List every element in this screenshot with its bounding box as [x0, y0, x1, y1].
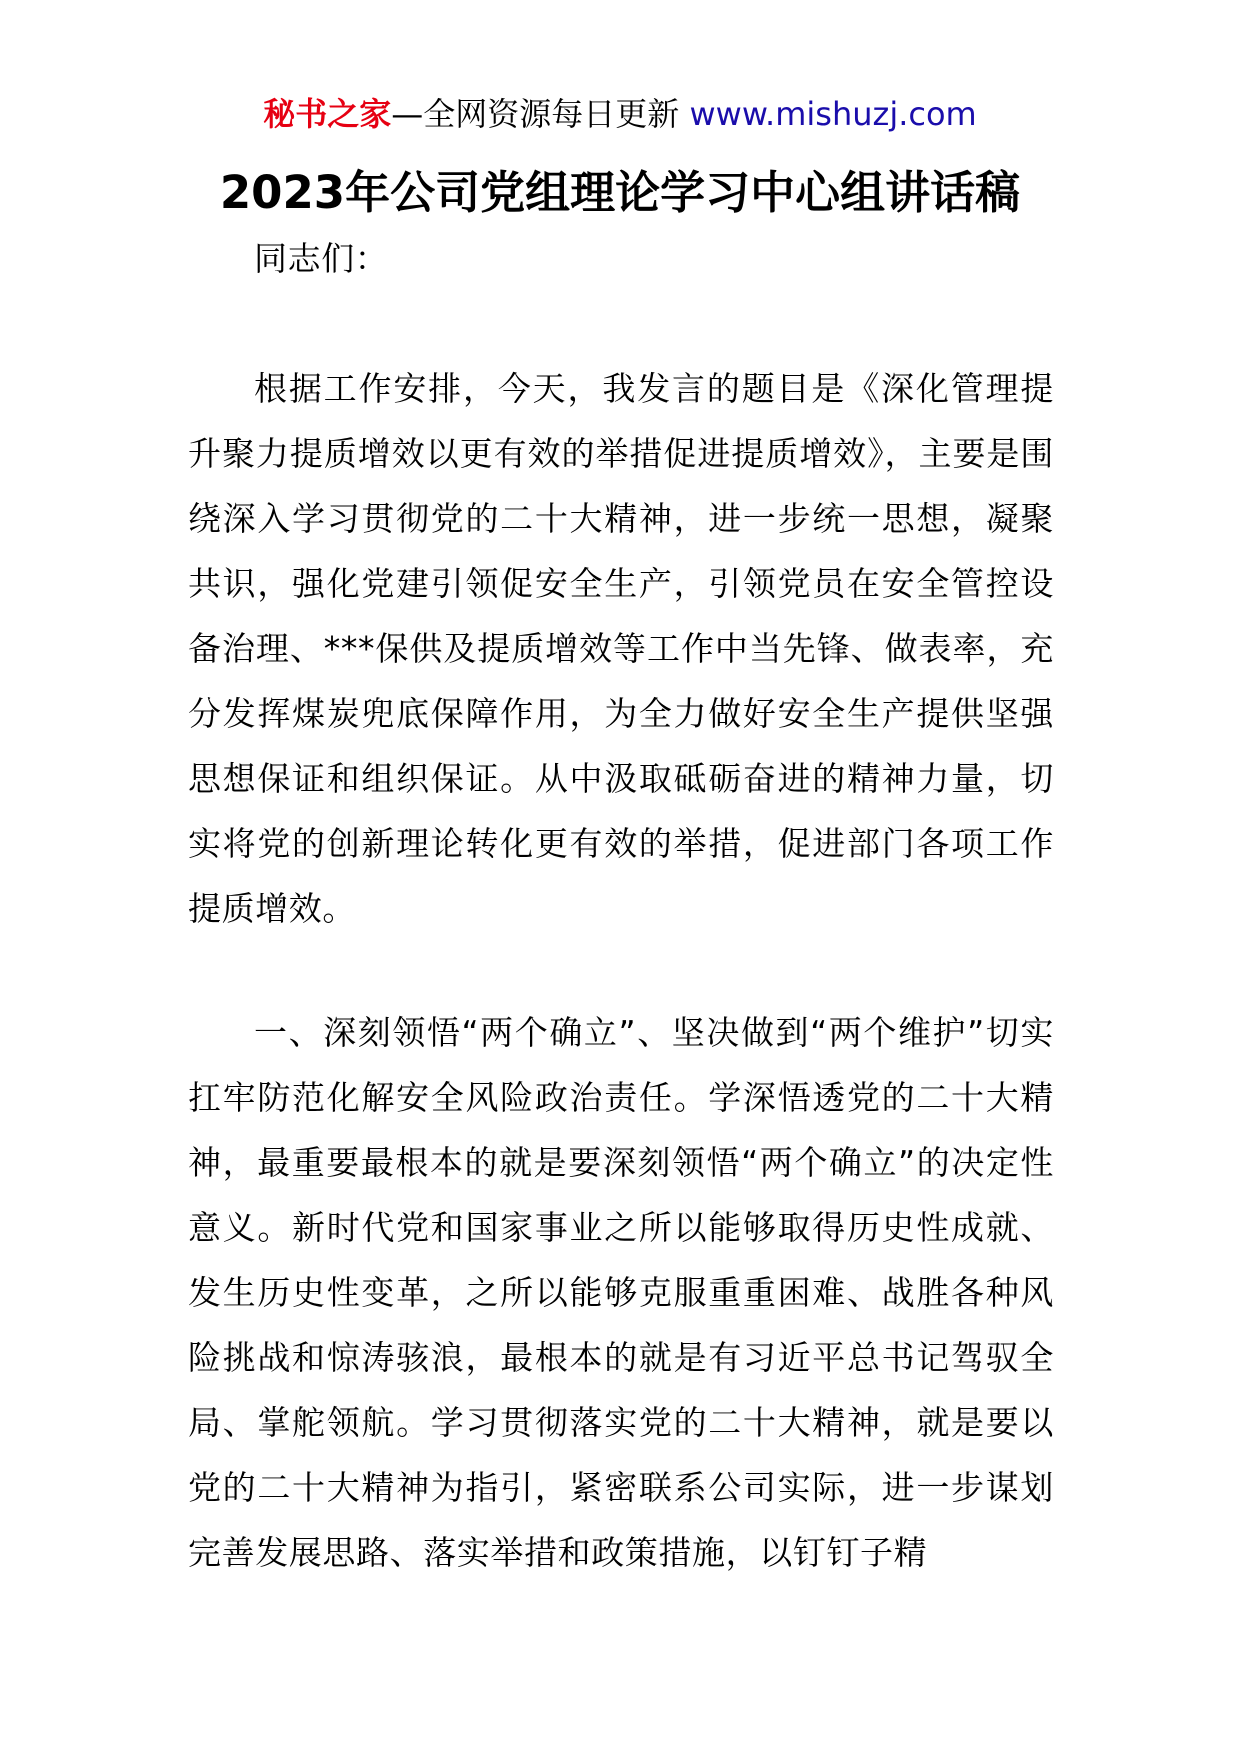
paragraph-section-one: 一、深刻领悟“两个确立”、坚决做到“两个维护”切实扛牢防范化解安全风险政治责任。学深悟透党的二十大精神，最重要最根本的就是要深刻领悟“两个确立”的决定性意义。新时代党和国家事业之所以能够取得历史性成就、发生历史性变革，之所以能够克服重重困难、战胜各种风险挑战和惊涛骇浪，最根本的就是有习近平总书记驾驭全局、掌舵领航。学习贯彻落实党的二十大精神，就是要以党的二十大精神为指引，紧密联系公司实际，进一步谋划完善发展思路、落实举措和政策措施，以钉钉子精 — [188, 1013, 1054, 1572]
salutation: 同志们： — [254, 239, 389, 278]
header-tagline: —全网资源每日更新 — [391, 95, 680, 133]
site-header — [0, 92, 1240, 136]
document-title: 2023年公司党组理论学习中心组讲话稿 — [219, 166, 1021, 219]
site-url-link[interactable]: www.mishuzj.com — [689, 95, 977, 133]
brand-name: 秘书之家 — [263, 95, 392, 133]
paragraph-intro: 根据工作安排，今天，我发言的题目是《深化管理提升聚力提质增效以更有效的举措促进提质增效》，主要是围绕深入学习贯彻党的二十大精神，进一步统一思想，凝聚共识，强化党建引领促安全生产，引领党员在安全管控设备治理、***保供及提质增效等工作中当先锋、做表率，充分发挥煤炭兜底保障作用，为全力做好安全生产提供坚强思想保证和组织保证。从中汲取砥砺奋进的精神力量，切实将党的创新理论转化更有效的举措，促进部门各项工作提质增效。 — [188, 369, 1054, 928]
